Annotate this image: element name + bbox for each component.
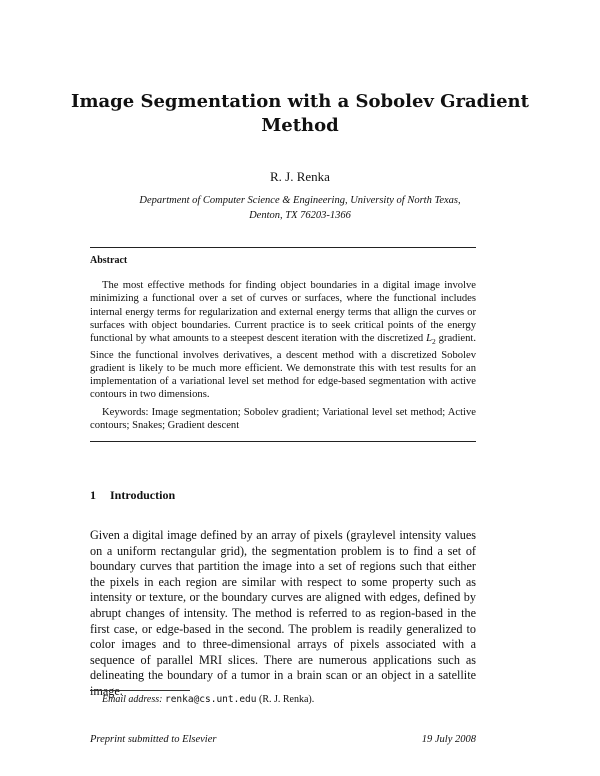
section-number: 1 — [90, 488, 96, 502]
footer-preprint-note: Preprint submitted to Elsevier — [90, 734, 217, 745]
footnote-suffix: (R. J. Renka). — [258, 694, 315, 705]
footnote — [102, 694, 314, 705]
footnote-rule — [90, 690, 190, 691]
l2-subscript: 2 — [432, 337, 436, 347]
abstract-top-rule — [90, 247, 476, 248]
abstract-text-part-1: The most effective methods for finding object boundaries in a digital image involve minimizing a functional over a set of curves or surfaces, where the functional includes internal energy terms for regularization and external energy terms that allign the curves or surfaces with object boundaries. Current practice is to seek critical points of the energy functional by what amounts to a steepest descent iteration with the discretized — [90, 280, 476, 345]
keywords: Keywords: Image segmentation; Sobolev gradient; Variational level set method; Active contours; Snakes; Gradient descent — [90, 407, 476, 432]
affiliation-line-1: Department of Computer Science & Engineering, University of North Texas, — [139, 195, 461, 206]
footer-date: 19 July 2008 — [421, 734, 476, 745]
abstract-bottom-rule — [90, 441, 476, 442]
paper-title: Image Segmentation with a Sobolev Gradient Method — [71, 91, 529, 136]
footnote-label: Email address: — [102, 694, 163, 705]
abstract-text — [90, 279, 476, 402]
l2-symbol: L — [426, 333, 433, 345]
affiliation-line-2: Denton, TX 76203-1366 — [249, 210, 351, 221]
abstract-heading: Abstract — [90, 255, 128, 266]
footnote-email-link[interactable]: renka@cs.unt.edu — [164, 694, 257, 705]
introduction-paragraph: Given a digital image defined by an array of pixels (graylevel intensity values on a uniform rectangular grid), the segmentation problem is to find a set of boundary curves that partition the image into a set of regions such that either the pixels in each region are similar with respect to some property such as intensity or texture, or the boundary curves are aligned with edges, defined by abrupt changes of intensity. The method is referred to as region-based in the first case, or edge-based in the second. The problem is readily generalized to color images and to three-dimensional arrays of pixels associated with a sequence of parallel MRI slices. There are numerous applications such as delineating the boundary of a tumor in a brain scan or an object in a satellite image. — [90, 528, 476, 698]
author-name: R. J. Renka — [270, 169, 330, 184]
section-title: Introduction — [110, 488, 176, 502]
abstract-text-part-2: gradient. Since the functional involves derivatives, a descent method with a discretized Sobolev gradient is likely to be much more efficient. We demonstrate this with test results for an implementation of a variational level set method for edge-based segmentation with active contours in two dimensions. — [90, 333, 476, 401]
affiliation — [80, 193, 520, 223]
section-heading-introduction — [90, 488, 175, 503]
